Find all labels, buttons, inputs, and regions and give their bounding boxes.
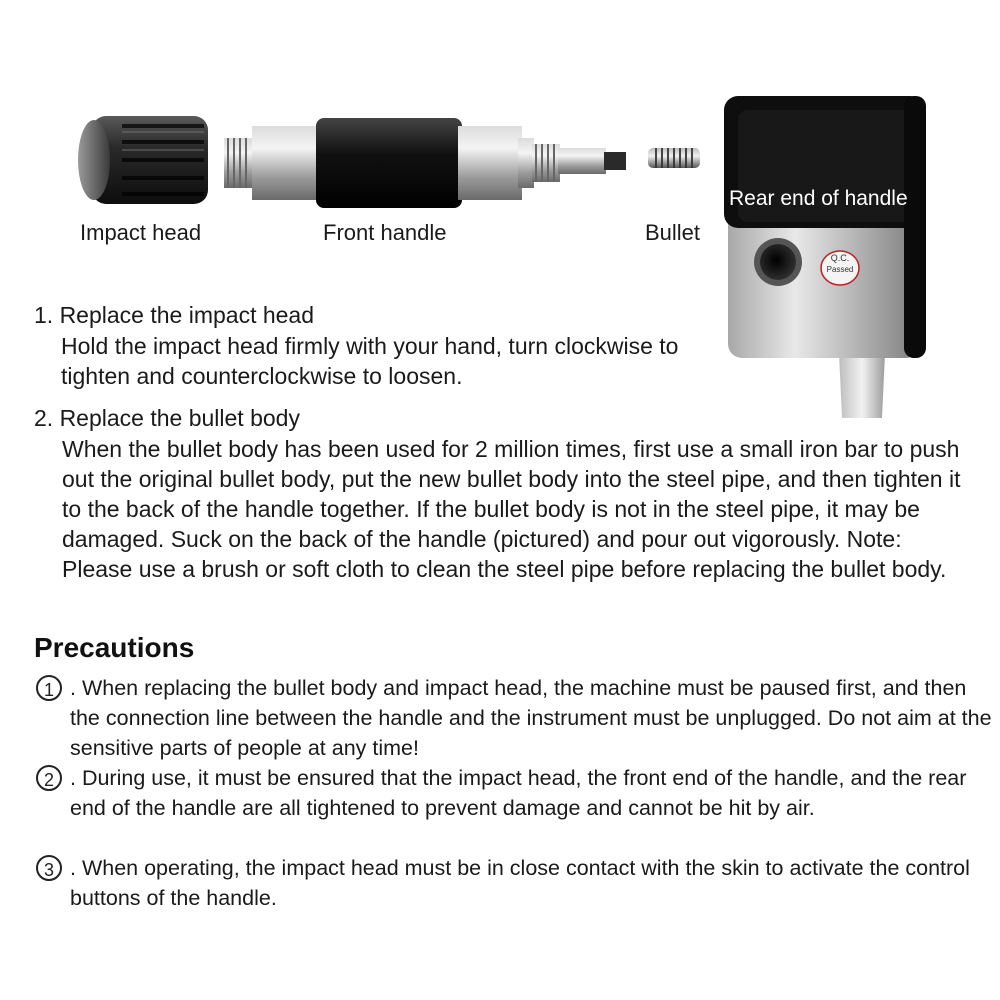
impact-head-label: Impact head bbox=[80, 220, 202, 245]
circled-number-1: 1 bbox=[36, 675, 62, 701]
precaution-text-1: . When replacing the bullet body and impact head, the machine must be paused first, and then the connection line between the handle and the instrument must be unplugged. Do not aim at the sensitive parts of people at any time! bbox=[70, 676, 992, 760]
precautions-title: Precautions bbox=[34, 632, 195, 663]
precaution-text-3: . When operating, the impact head must be in close contact with the skin to activate the control buttons of the handle. bbox=[70, 856, 970, 910]
rear-end-label: Rear end of handle bbox=[729, 187, 908, 210]
step-2-title: 2. Replace the bullet body bbox=[34, 405, 300, 431]
impact-head-image bbox=[72, 112, 212, 208]
step-2-body: When the bullet body has been used for 2 million times, first use a small iron bar to push out the original bullet body, put the new bullet body into the steel pipe, and then tighten it to the back of the handle together. If the bullet body is not in the steel pipe, it may be damaged. Suck on the back of the handle (pictured) and pour out vigorously. Note: Please use a brush or soft cloth to clean the steel pipe before replacing the bullet body. bbox=[62, 436, 961, 582]
bullet-image bbox=[646, 144, 702, 172]
front-handle-label: Front handle bbox=[323, 220, 447, 245]
precaution-item-1 bbox=[36, 673, 992, 763]
precaution-item-3 bbox=[36, 853, 976, 913]
rear-end-of-handle-image bbox=[722, 96, 928, 422]
precaution-text-2: . During use, it must be ensured that the impact head, the front end of the handle, and the rear end of the handle are all tightened to prevent damage and cannot be hit by air. bbox=[70, 766, 967, 820]
precaution-item-2 bbox=[36, 763, 976, 853]
qc-sticker-line2: Passed bbox=[826, 265, 854, 274]
bullet-label: Bullet bbox=[645, 220, 701, 245]
front-handle-image bbox=[222, 114, 632, 210]
circled-number-3: 3 bbox=[36, 855, 62, 881]
step-1-title: 1. Replace the impact head bbox=[34, 302, 315, 328]
circled-number-2: 2 bbox=[36, 765, 62, 791]
qc-sticker-line1: Q.C. bbox=[830, 253, 850, 263]
step-1-body: Hold the impact head firmly with your hand, turn clockwise to tighten and counterclockwise to loosen. bbox=[61, 333, 679, 389]
